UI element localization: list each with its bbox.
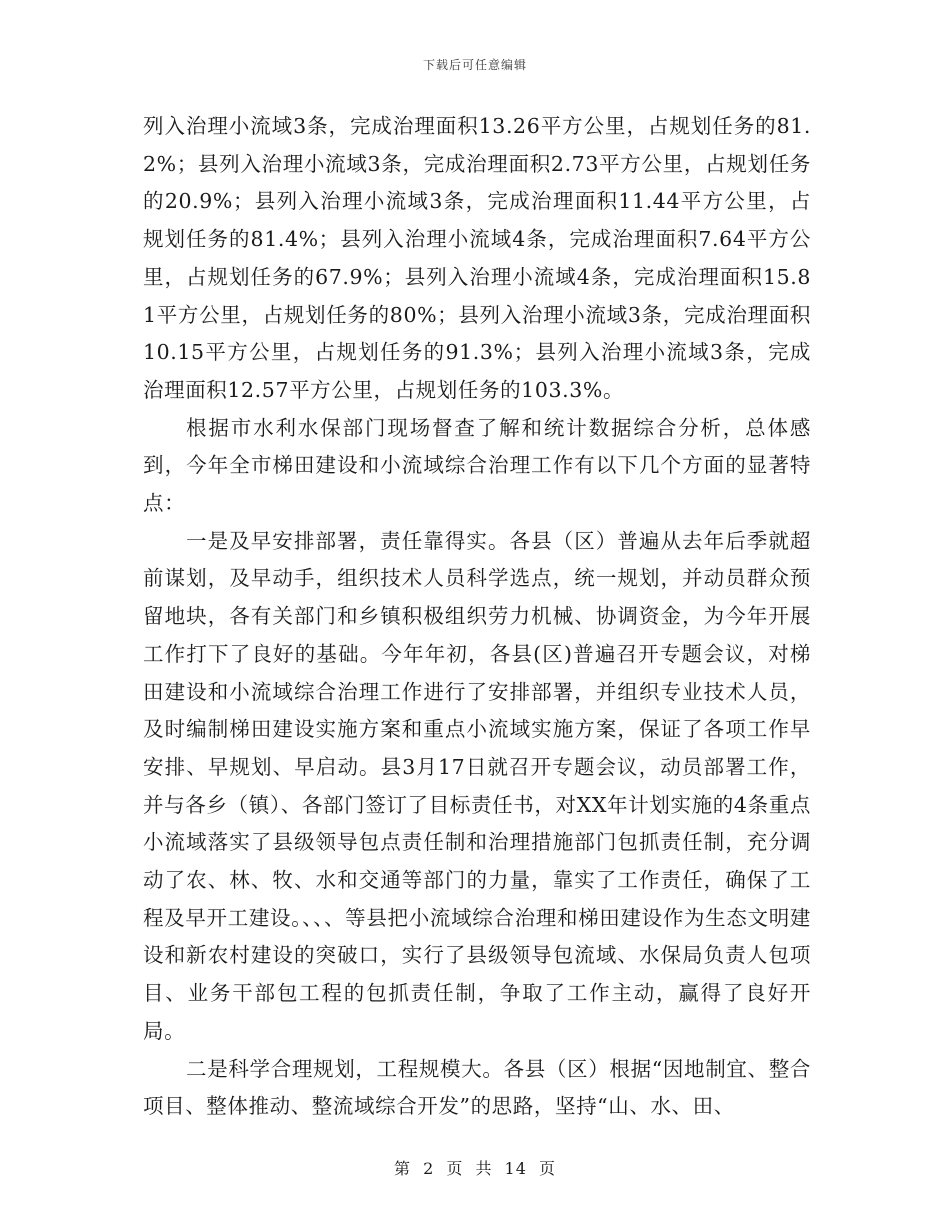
paragraph-point-two: 二是科学合理规划，工程规模大。各县（区）根据“因地制宜、整合项目、整体推动、整流域综合开发”的思路，坚持“山、水、田、 (143, 1056, 811, 1119)
document-body (143, 108, 811, 1126)
paragraph-summary-intro: 根据市水利水保部门现场督查了解和统计数据综合分析，总体感到，今年全市梯田建设和小流域综合治理工作有以下几个方面的显著特点： (143, 415, 811, 516)
page-number-footer: 第 2 页 共 14 页 (394, 1159, 556, 1178)
paragraph-point-one: 一是及早安排部署，责任靠得实。各县（区）普遍从去年后季就超前谋划，及早动手，组织技术人员科学选点，统一规划，并动员群众预留地块，各有关部门和乡镇积极组织劳力机械、协调资金，为今年开展工作打下了良好的基础。今年年初，各县(区)普遍召开专题会议，对梯田建设和小流域综合治理工作进行了安排部署，并组织专业技术人员，及时编制梯田建设实施方案和重点小流域实施方案，保证了各项工作早安排、早规划、早启动。县3月17日就召开专题会议，动员部署工作，并与各乡（镇）、各部门签订了目标责任书，对XX年计划实施的4条重点小流域落实了县级领导包点责任制和治理措施部门包抓责任制，充分调动了农、林、牧、水和交通等部门的力量，靠实了工作责任，确保了工程及早开工建设。、、、等县把小流域综合治理和梯田建设作为生态文明建设和新农村建设的突破口，实行了县级领导包流域、水保局负责人包项目、业务干部包工程的包抓责任制，争取了工作主动，赢得了良好开局。 (143, 528, 811, 1043)
page-header-note: 下载后可任意编辑 (422, 58, 527, 72)
paragraph-continued-stats: 列入治理小流域3条，完成治理面积13.26平方公里，占规划任务的81.2%；县列入治理小流域3条，完成治理面积2.73平方公里，占规划任务的20.9%；县列入治理小流域3条，完成治理面积11.44平方公里，占规划任务的81.4%；县列入治理小流域4条，完成治理面积7.64平方公里，占规划任务的67.9%；县列入治理小流域4条，完成治理面积15.81平方公里，占规划任务的80%；县列入治理小流域3条，完成治理面积10.15平方公里，占规划任务的91.3%；县列入治理小流域3条，完成治理面积12.57平方公里，占规划任务的103.3%。 (143, 114, 811, 402)
